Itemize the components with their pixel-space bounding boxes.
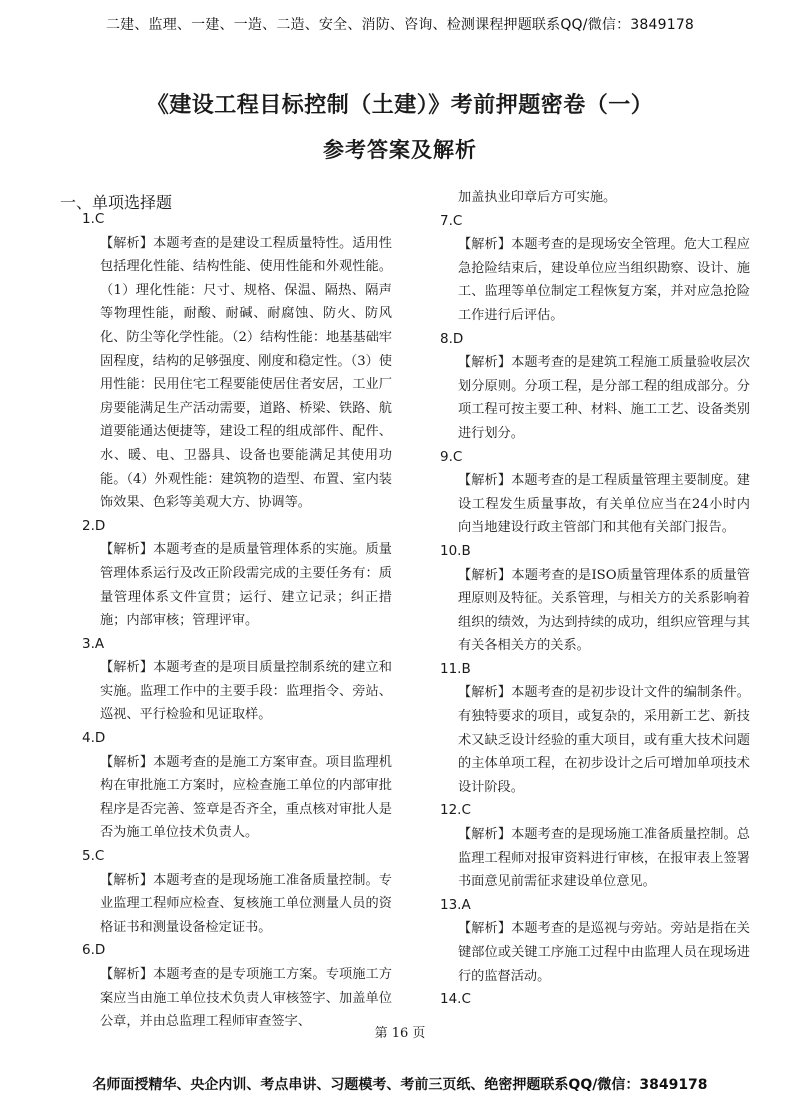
- answer-number: 6.D: [82, 942, 106, 959]
- answer-explanation: 【解析】本题考查的是质量管理体系的实施。质量管理体系运行及改正阶段需完成的主要任务有：质量管理体系文件宣贯；运行、建立记录；纠正措施；内部审核；管理评审。: [100, 542, 392, 629]
- answer-number: 10.B: [440, 542, 471, 559]
- answer-explanation: 【解析】本题考查的是专项施工方案。专项施工方案应当由施工单位技术负责人审核签字、加盖单位公章，并由总监理工程师审查签字、: [100, 967, 392, 1030]
- answer-item: [72, 208, 392, 515]
- answer-number: 11.B: [440, 660, 471, 677]
- answer-explanation: 【解析】本题考查的是巡视与旁站。旁站是指在关键部位或关键工序施工过程中由监理人员在现场进行的监督活动。: [458, 921, 750, 984]
- answer-item: [430, 658, 750, 800]
- answer-number: 13.A: [440, 896, 471, 913]
- right-column: [430, 186, 750, 1012]
- answer-number: 5.C: [82, 848, 105, 865]
- left-column: [72, 208, 392, 1034]
- answer-explanation: 【解析】本题考查的是施工方案审查。项目监理机构在审批施工方案时，应检查施工单位的内部审批程序是否完善、签章是否齐全，重点核对审批人是否为施工单位技术负责人。: [100, 754, 392, 841]
- answer-number: 8.D: [440, 330, 464, 347]
- answer-explanation: 【解析】本题考查的是工程质量管理主要制度。建设工程发生质量事故，有关单位应当在24小时内向当地建设行政主管部门和其他有关部门报告。: [458, 473, 750, 536]
- answer-explanation: 【解析】本题考查的是建设工程质量特性。适用性包括理化性能、结构性能、使用性能和外观性能。（1）理化性能：尺寸、规格、保温、隔热、隔声等物理性能，耐酸、耐碱、耐腐蚀、防火、防风化、防尘等化学性能。（2）结构性能：地基基础牢固程度，结构的足够强度、刚度和稳定性。（3）使用性能：民用住宅工程要能使居住者安居，工业厂房要能满足生产活动需要，道路、桥梁、铁路、航道要能通达便捷等，建设工程的组成部件、配件、水、暖、电、卫器具、设备也要能满足其使用功能。（4）外观性能：建筑物的造型、布置、室内装饰效果、色彩等美观大方、协调等。: [100, 235, 392, 511]
- answer-number: 14.C: [440, 991, 471, 1008]
- answer-number: 1.C: [82, 211, 105, 227]
- answer-item: [430, 799, 750, 893]
- answer-explanation: 【解析】本题考查的是项目质量控制系统的建立和实施。监理工作中的主要手段：监理指令、旁站、巡视、平行检验和见证取样。: [100, 660, 392, 723]
- answer-explanation: 【解析】本题考查的是初步设计文件的编制条件。有独特要求的项目，或复杂的，采用新工艺、新技术又缺乏设计经验的重大项目，或有重大技术问题的主体单项工程，在初步设计之后可增加单项技术设计阶段。: [458, 685, 750, 795]
- answer-item: [72, 633, 392, 727]
- answer-item: [430, 210, 750, 328]
- answer-explanation: 【解析】本题考查的是现场施工准备质量控制。专业监理工程师应检查、复核施工单位测量人员的资格证书和测量设备检定证书。: [100, 872, 392, 935]
- answer-number: 7.C: [440, 212, 463, 229]
- section-title: 一、单项选择题: [60, 193, 173, 212]
- answer-number: 2.D: [82, 517, 106, 534]
- answer-explanation: 【解析】本题考查的是建筑工程施工质量验收层次划分原则。分项工程，是分部工程的组成部分。分项工程可按主要工种、材料、施工工艺、设备类别进行划分。: [458, 355, 750, 441]
- answer-number: 3.A: [82, 635, 105, 652]
- answer-number: 4.D: [82, 730, 106, 747]
- answer-item: [72, 939, 392, 1033]
- answer-item: [72, 845, 392, 939]
- answer-explanation: 【解析】本题考查的是ISO质量管理体系的质量管理原则及特征。关系管理，与相关方的关系影响着组织的绩效，为达到持续的成功，组织应管理与其有关各相关方的关系。: [458, 567, 750, 654]
- answer-item: [430, 328, 750, 446]
- answer-item: [430, 540, 750, 658]
- page-subtitle: 参考答案及解析: [323, 138, 477, 162]
- page-number: 第 16 页: [374, 1026, 426, 1041]
- answer-number: 9.C: [440, 448, 463, 465]
- answer-item: [72, 727, 392, 845]
- page-title: 《建设工程目标控制（土建）》考前押题密卷（一）: [146, 93, 654, 118]
- answer-item: [430, 894, 750, 988]
- answer-item: [430, 988, 750, 1012]
- answer-number: 12.C: [440, 802, 471, 819]
- answer-item: [72, 515, 392, 633]
- answer-explanation: 【解析】本题考查的是现场安全管理。危大工程应急抢险结束后，建设单位应当组织勘察、设计、施工、监理等单位制定工程恢复方案，并对应急抢险工作进行后评估。: [458, 237, 750, 323]
- answer-explanation: 【解析】本题考查的是现场施工准备质量控制。总监理工程师对报审资料进行审核，在报审表上签署书面意见前需征求建设单位意见。: [458, 827, 750, 890]
- continued-text: 加盖执业印章后方可实施。: [458, 190, 617, 205]
- footer-banner: 名师面授精华、央企内训、考点串讲、习题模考、考前三页纸、绝密押题联系QQ/微信：3849178: [92, 1077, 708, 1093]
- answer-item: [430, 446, 750, 540]
- header-banner: 二建、监理、一建、一造、二造、安全、消防、咨询、检测课程押题联系QQ/微信：3849178: [105, 17, 695, 33]
